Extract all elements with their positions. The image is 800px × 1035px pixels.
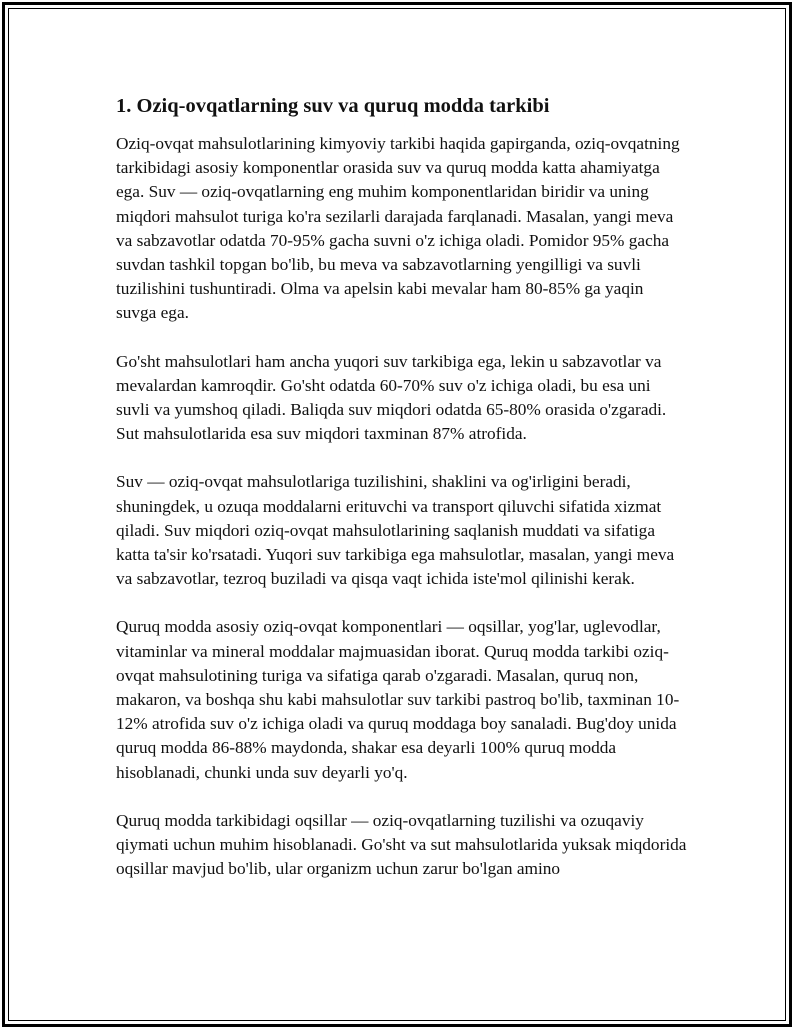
paragraph-4: Quruq modda asosiy oziq-ovqat komponentlari — oqsillar, yog'lar, uglevodlar, vitaminlar va mineral moddalar majmuasidan iborat. Quruq modda tarkibi oziq-ovqat mahsulotining turiga va sifatiga qarab o'zgaradi. Masalan, quruq non, makaron, va boshqa shu kabi mahsulotlar suv tarkibi pastroq bo'lib, taxminan 10-12% atrofida suv o'z ichiga oladi va quruq moddaga boy sanaladi. Bug'doy unida quruq modda 86-88% maydonda, shakar esa deyarli 100% quruq modda hisoblanadi, chunki unda suv deyarli yo'q. [116, 617, 680, 782]
paragraph-2: Go'sht mahsulotlari ham ancha yuqori suv tarkibiga ega, lekin u sabzavotlar va mevalardan kamroqdir. Go'sht odatda 60-70% suv o'z ichiga oladi, bu esa uni suvli va yumshoq qiladi. Baliqda suv miqdori odatda 65-80% orasida o'zgaradi. Sut mahsulotlarida esa suv miqdori taxminan 87% atrofida. [116, 351, 667, 444]
document-body [116, 92, 688, 905]
paragraph-3: Suv — oziq-ovqat mahsulotlariga tuzilishini, shaklini va og'irligini beradi, shuningdek, u ozuqa moddalarni erituvchi va transport qiluvchi sifatida xizmat qiladi. Suv miqdori oziq-ovqat mahsulotlarining saqlanish muddati va sifatiga katta ta'sir ko'rsatadi. Yuqori suv tarkibiga ega mahsulotlar, masalan, yangi meva va sabzavotlar, tezroq buziladi va qisqa vaqt ichida iste'mol qilinishi kerak. [116, 472, 675, 589]
paragraph-1: Oziq-ovqat mahsulotlarining kimyoviy tarkibi haqida gapirganda, oziq-ovqatning tarkibidagi asosiy komponentlar orasida suv va quruq modda katta ahamiyatga ega. Suv — oziq-ovqatlarning eng muhim komponentlaridan biridir va uning miqdori mahsulot turiga ko'ra sezilarli darajada farqlanadi. Masalan, yangi meva va sabzavotlar odatda 70-95% gacha suvni o'z ichiga oladi. Pomidor 95% gacha suvdan tashkil topgan bo'lib, bu meva va sabzavotlarning yengilligi va suvli tuzilishini tushuntiradi. Olma va apelsin kabi mevalar ham 80-85% ga yaqin suvga ega. [116, 134, 680, 323]
paragraph-5: Quruq modda tarkibidagi oqsillar — oziq-ovqatlarning tuzilishi va ozuqaviy qiymati uchun muhim hisoblanadi. Go'sht va sut mahsulotlarida yuksak miqdorida oqsillar mavjud bo'lib, ular organizm uchun zarur bo'lgan amino [116, 810, 687, 879]
section-heading: 1. Oziq-ovqatlarning suv va quruq modda tarkibi [116, 95, 550, 117]
